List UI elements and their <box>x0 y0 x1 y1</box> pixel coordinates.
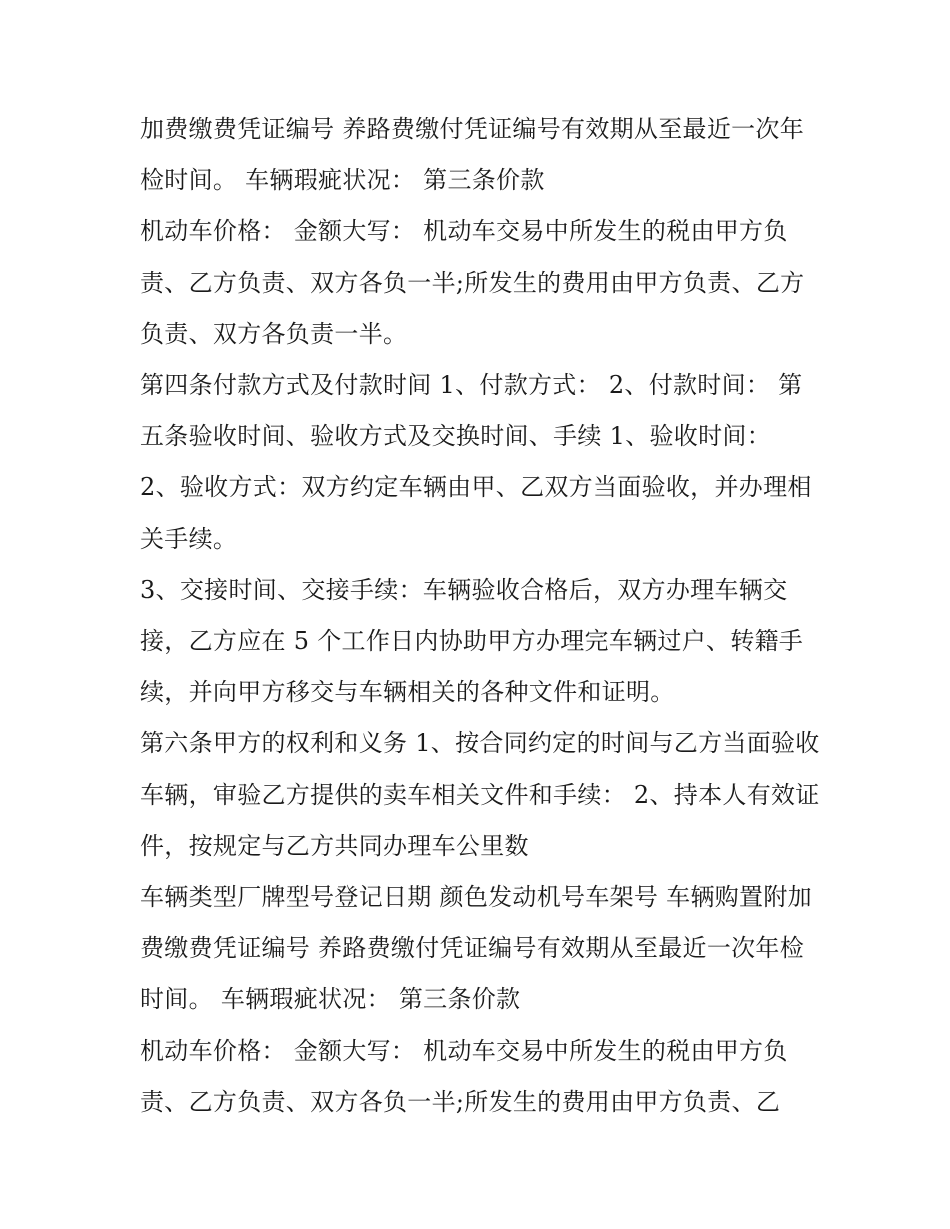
paragraph: 3、交接时间、交接手续：车辆验收合格后，双方办理车辆交接，乙方应在 5 个工作日内协助甲方办理完车辆过户、转籍手续，并向甲方移交与车辆相关的各种文件和证明。 <box>140 575 804 707</box>
paragraph: 机动车价格： 金额大写： 机动车交易中所发生的税由甲方负责、乙方负责、双方各负一半;所发生的费用由甲方负责、乙 <box>140 1036 788 1116</box>
paragraph: 车辆类型厂牌型号登记日期 颜色发动机号车架号 车辆购置附加费缴费凭证编号 养路费缴付凭证编号有效期从至最近一次年检时间。 车辆瑕疵状况： 第三条价款 <box>140 883 812 1014</box>
paragraph: 第六条甲方的权利和义务 1、按合同约定的时间与乙方当面验收车辆，审验乙方提供的卖车相关文件和手续： 2、持本人有效证件，按规定与乙方共同办理车公里数 <box>140 729 820 860</box>
paragraph: 加费缴费凭证编号 养路费缴付凭证编号有效期从至最近一次年检时间。 车辆瑕疵状况： 第三条价款 <box>140 115 805 195</box>
paragraph: 2、验收方式：双方约定车辆由甲、乙双方当面验收，并办理相关手续。 <box>140 473 812 553</box>
paragraph: 第四条付款方式及付款时间 1、付款方式： 2、付款时间： 第五条验收时间、验收方式及交换时间、手续 1、验收时间： <box>140 371 803 451</box>
paragraph: 机动车价格： 金额大写： 机动车交易中所发生的税由甲方负责、乙方负责、双方各负一半;所发生的费用由甲方负责、乙方负责、双方各负责一半。 <box>140 217 805 348</box>
document-body <box>140 104 820 1128</box>
